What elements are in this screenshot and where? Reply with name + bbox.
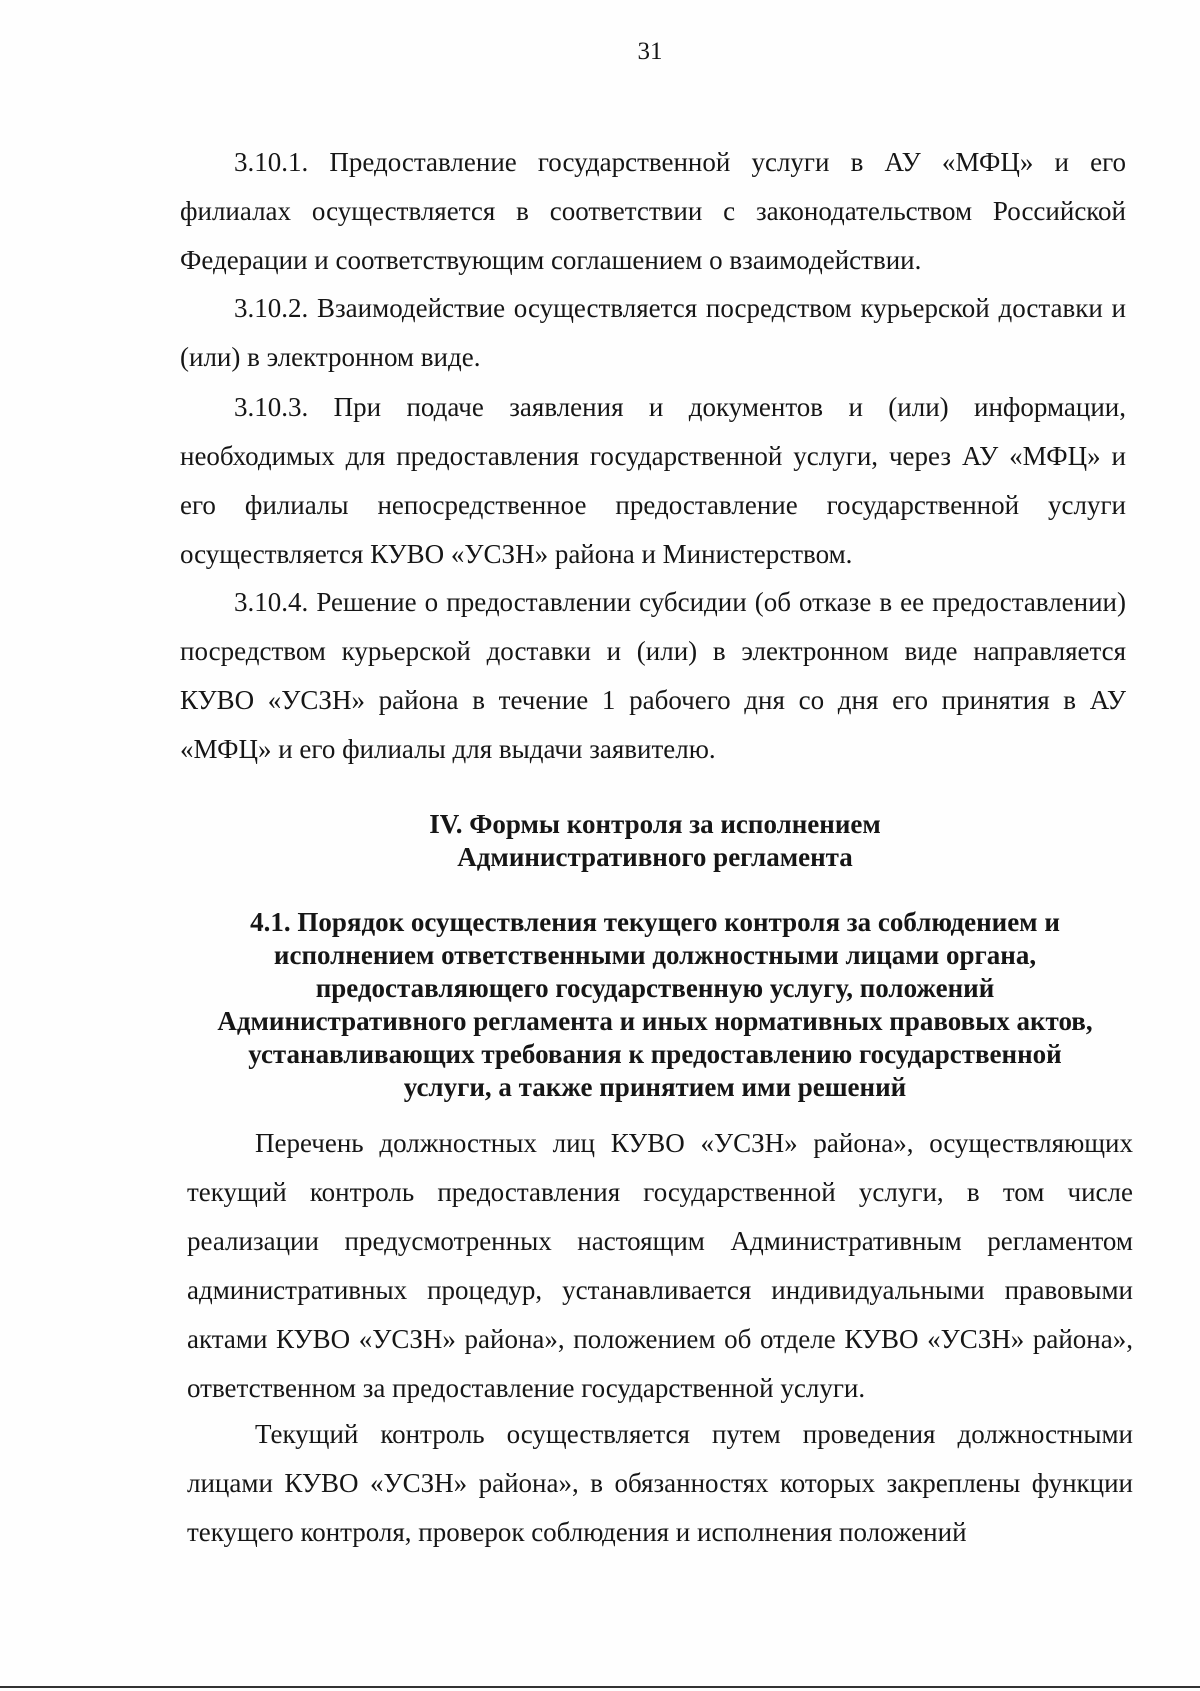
subsection-heading-line-2: исполнением ответственными должностными лицами органа, xyxy=(273,940,1037,970)
paragraph-3-10-1: 3.10.1. Предоставление государственной услуги в АУ «МФЦ» и его филиалах осуществляется в соответствии с законодательством Российской Федерации и соответствующим соглашением о взаимодействии. xyxy=(180,147,1126,275)
paragraph-3-10-3: 3.10.3. При подаче заявления и документов и (или) информации, необходимых для предоставления государственной услуги, через АУ «МФЦ» и его филиалы непосредственное предоставление государственной услуги осуществляется КУВО «УСЗН» района и Министерством. xyxy=(180,392,1126,569)
subsection-heading-line-6: услуги, а также принятием ими решений xyxy=(403,1072,907,1102)
paragraph-3-10-4: 3.10.4. Решение о предоставлении субсидии (об отказе в ее предоставлении) посредством курьерской доставки и (или) в электронном виде направляется КУВО «УСЗН» района в течение 1 рабочего дня со дня его принятия в АУ «МФЦ» и его филиалы для выдачи заявителю. xyxy=(180,587,1126,764)
section-heading xyxy=(200,808,1110,874)
subsection-heading-line-3: предоставляющего государственную услугу, положений xyxy=(315,973,995,1003)
section-heading-line-2: Административного регламента xyxy=(457,842,853,872)
paragraph-officials-list: Перечень должностных лиц КУВО «УСЗН» района», осуществляющих текущий контроль предоставления государственной услуги, в том числе реализации предусмотренных настоящим Административным регламентом административных процедур, устанавливается индивидуальными правовыми актами КУВО «УСЗН» района», положением об отделе КУВО «УСЗН» района», ответственном за предоставление государственной услуги. xyxy=(187,1128,1133,1403)
subsection-heading-line-4: Административного регламента и иных нормативных правовых актов, xyxy=(217,1006,1093,1036)
subsection-heading-line-5: устанавливающих требования к предоставлению государственной xyxy=(248,1039,1062,1069)
subsection-heading xyxy=(190,906,1120,1104)
subsection-heading-line-1: 4.1. Порядок осуществления текущего контроля за соблюдением и xyxy=(250,907,1060,937)
page-number: 31 xyxy=(637,38,663,65)
paragraph-3-10-2: 3.10.2. Взаимодействие осуществляется посредством курьерской доставки и (или) в электронном виде. xyxy=(180,293,1126,372)
section-heading-line-1: IV. Формы контроля за исполнением xyxy=(429,809,881,839)
paragraph-current-control: Текущий контроль осуществляется путем проведения должностными лицами КУВО «УСЗН» района», в обязанностях которых закреплены функции текущего контроля, проверок соблюдения и исполнения положений xyxy=(187,1419,1133,1547)
bottom-scan-edge xyxy=(0,1686,1200,1688)
